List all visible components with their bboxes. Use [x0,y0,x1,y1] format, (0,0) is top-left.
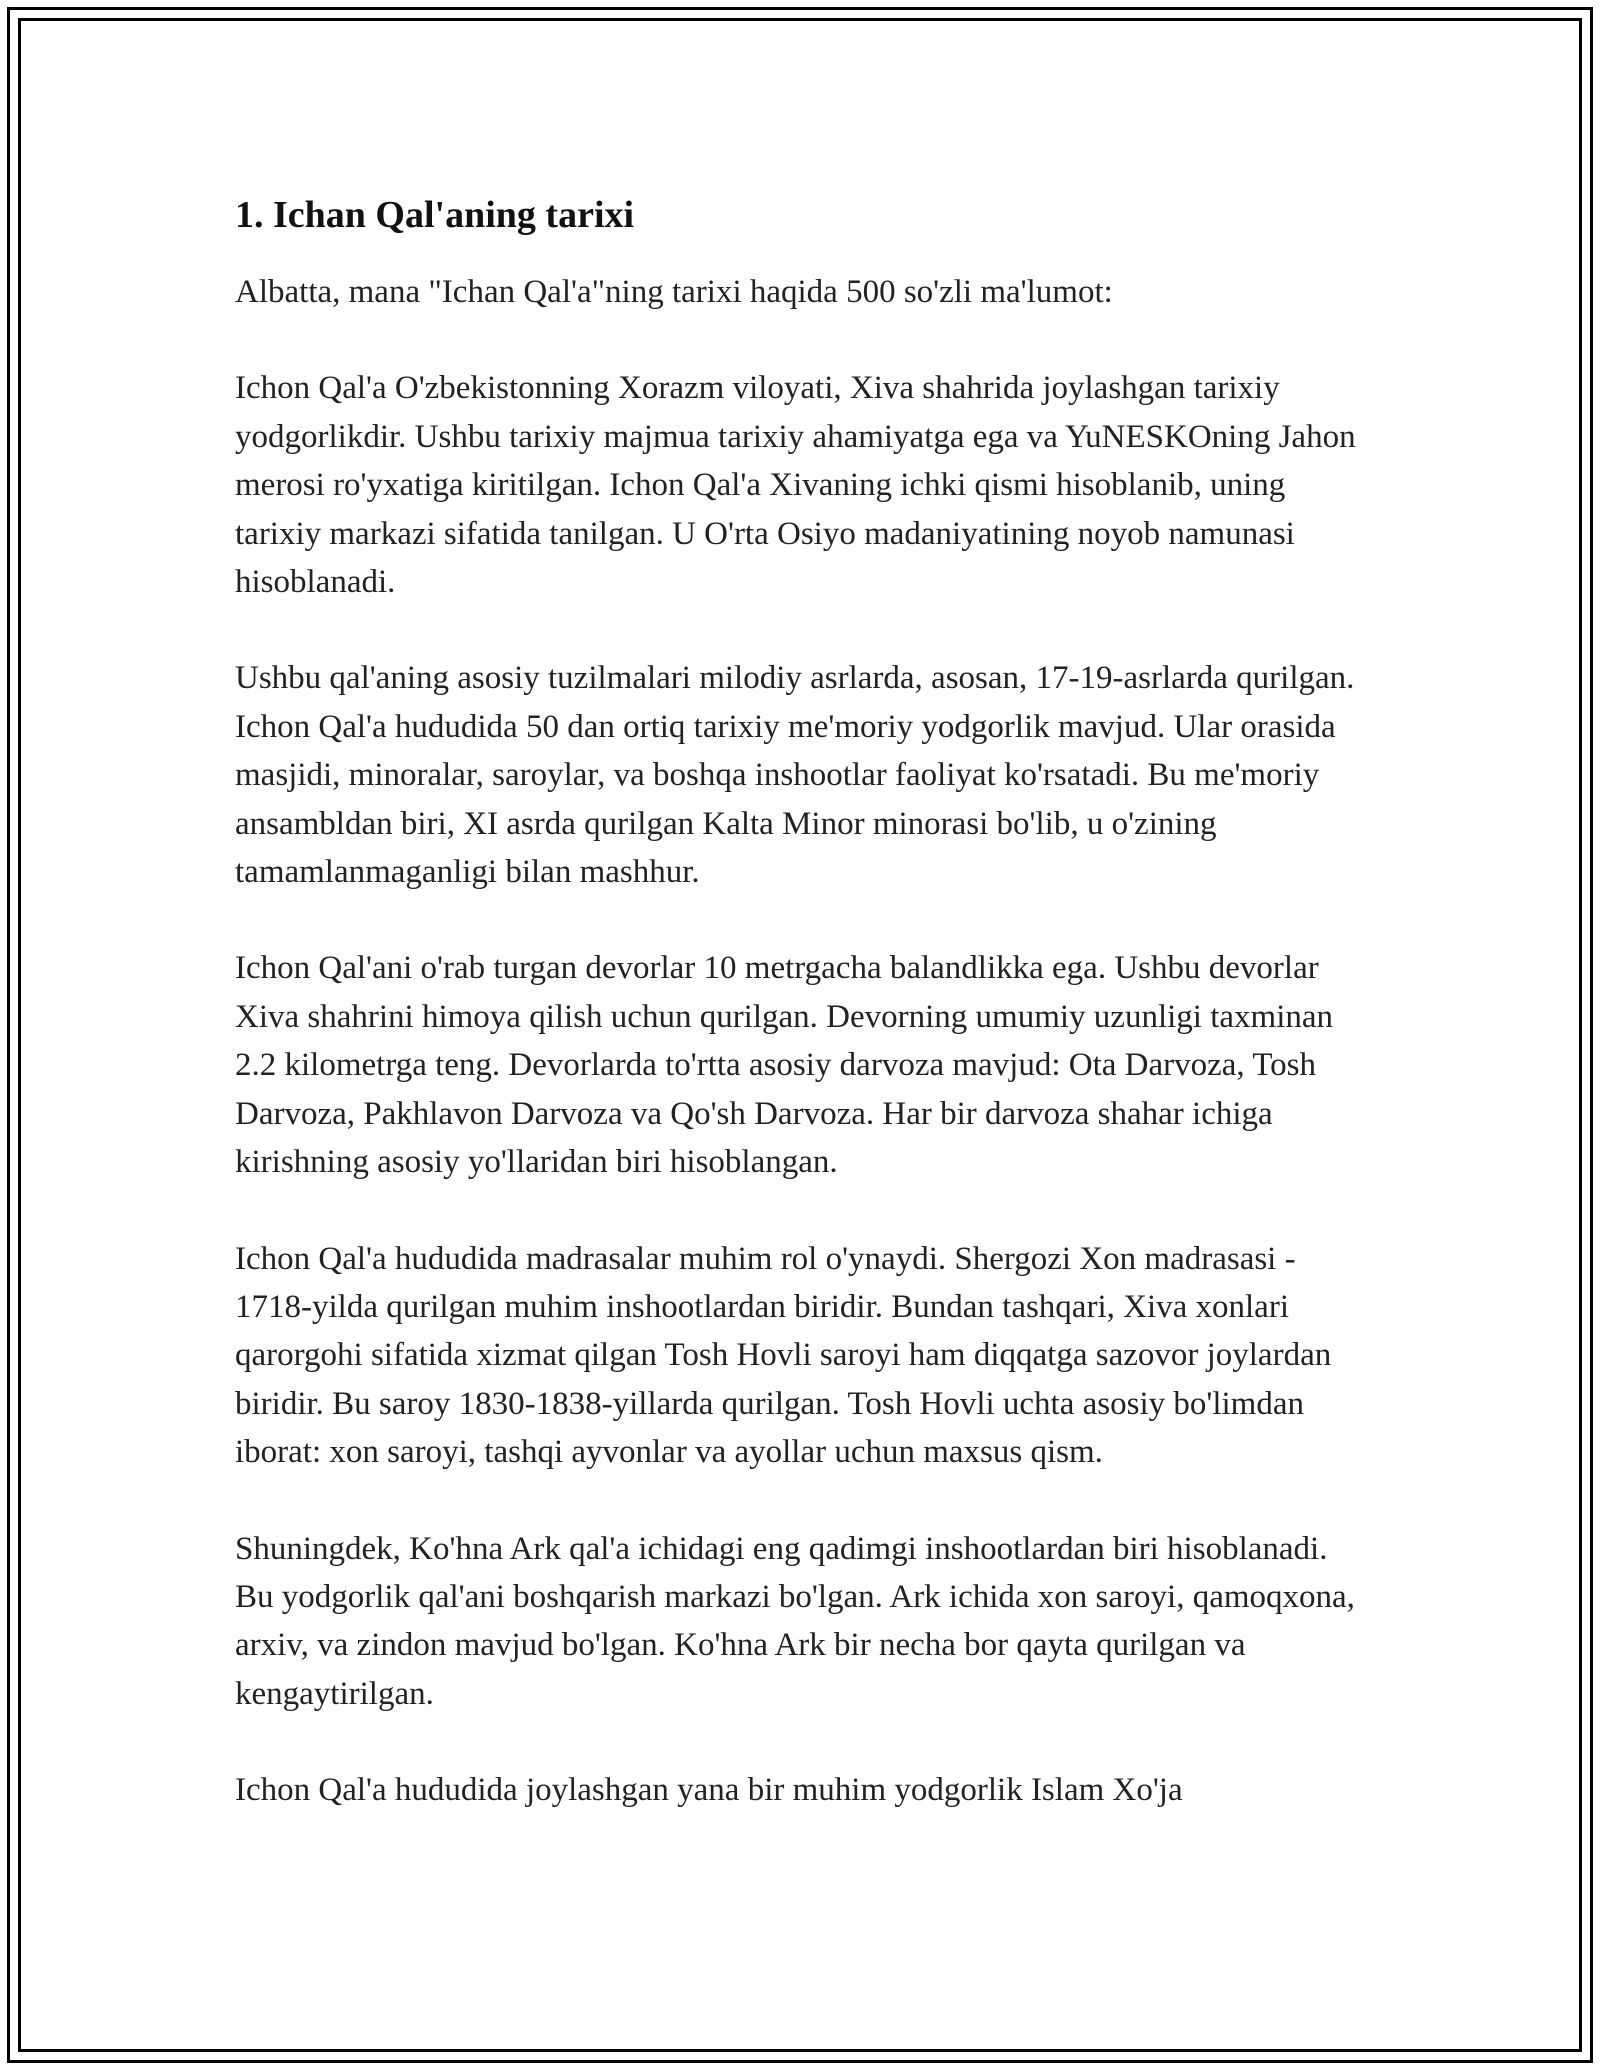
intro-paragraph: Albatta, mana "Ichan Qal'a"ning tarixi haqida 500 so'zli ma'lumot: [235,274,1113,310]
paragraph-walls: Ichon Qal'ani o'rab turgan devorlar 10 metrgacha balandlikka ega. Ushbu devorlar Xiva shahrini himoya qilish uchun qurilgan. Devorning umumiy uzunligi taxminan 2.2 kilometrga teng. Devorlarda to'rtta asosiy darvoza mavjud: Ota Darvoza, Tosh Darvoza, Pakhlavon Darvoza va Qo'sh Darvoza. Har bir darvoza shahar ichiga kirishning asosiy yo'llaridan biri hisoblangan. [235,950,1334,1181]
paragraph-kohna-ark: Shuningdek, Ko'hna Ark qal'a ichidagi eng qadimgi inshootlardan biri hisoblanadi. Bu yodgorlik qal'ani boshqarish markazi bo'lgan. Ark ichida xon saroyi, qamoqxona, arxiv, va zindon mavjud bo'lgan. Ko'hna Ark bir necha bor qayta qurilgan va kengaytirilgan. [235,1530,1355,1712]
paragraph-structures: Ushbu qal'aning asosiy tuzilmalari milodiy asrlarda, asosan, 17-19-asrlarda qurilgan. Ichon Qal'a hududida 50 dan ortiq tarixiy me'moriy yodgorlik mavjud. Ular orasida masjidi, minoralar, saroylar, va boshqa inshootlar faoliyat ko'rsatadi. Bu me'moriy ansambldan biri, XI asrda qurilgan Kalta Minor minorasi bo'lib, u o'zining tamamlanmaganligi bilan mashhur. [235,660,1355,891]
section-heading: 1. Ichan Qal'aning tarixi [235,194,635,236]
document-body [235,190,1370,1863]
paragraph-location: Ichon Qal'a O'zbekistonning Xorazm viloyati, Xiva shahrida joylashgan tarixiy yodgorlikdir. Ushbu tarixiy majmua tarixiy ahamiyatga ega va YuNESKOning Jahon merosi ro'yxatiga kiritilgan. Ichon Qal'a Xivaning ichki qismi hisoblanib, uning tarixiy markazi sifatida tanilgan. U O'rta Osiyo madaniyatining noyob namunasi hisoblanadi. [235,370,1356,601]
paragraph-islam-xoja: Ichon Qal'a hududida joylashgan yana bir muhim yodgorlik Islam Xo'ja [235,1772,1183,1809]
paragraph-madrasas: Ichon Qal'a hududida madrasalar muhim rol o'ynaydi. Shergozi Xon madrasasi - 1718-yilda qurilgan muhim inshootlardan biridir. Bundan tashqari, Xiva xonlari qarorgohi sifatida xizmat qilgan Tosh Hovli saroyi ham diqqatga sazovor joylardan biridir. Bu saroy 1830-1838-yillarda qurilgan. Tosh Hovli uchta asosiy bo'limdan iborat: xon saroyi, tashqi ayvonlar va ayollar uchun maxsus qism. [235,1240,1332,1471]
